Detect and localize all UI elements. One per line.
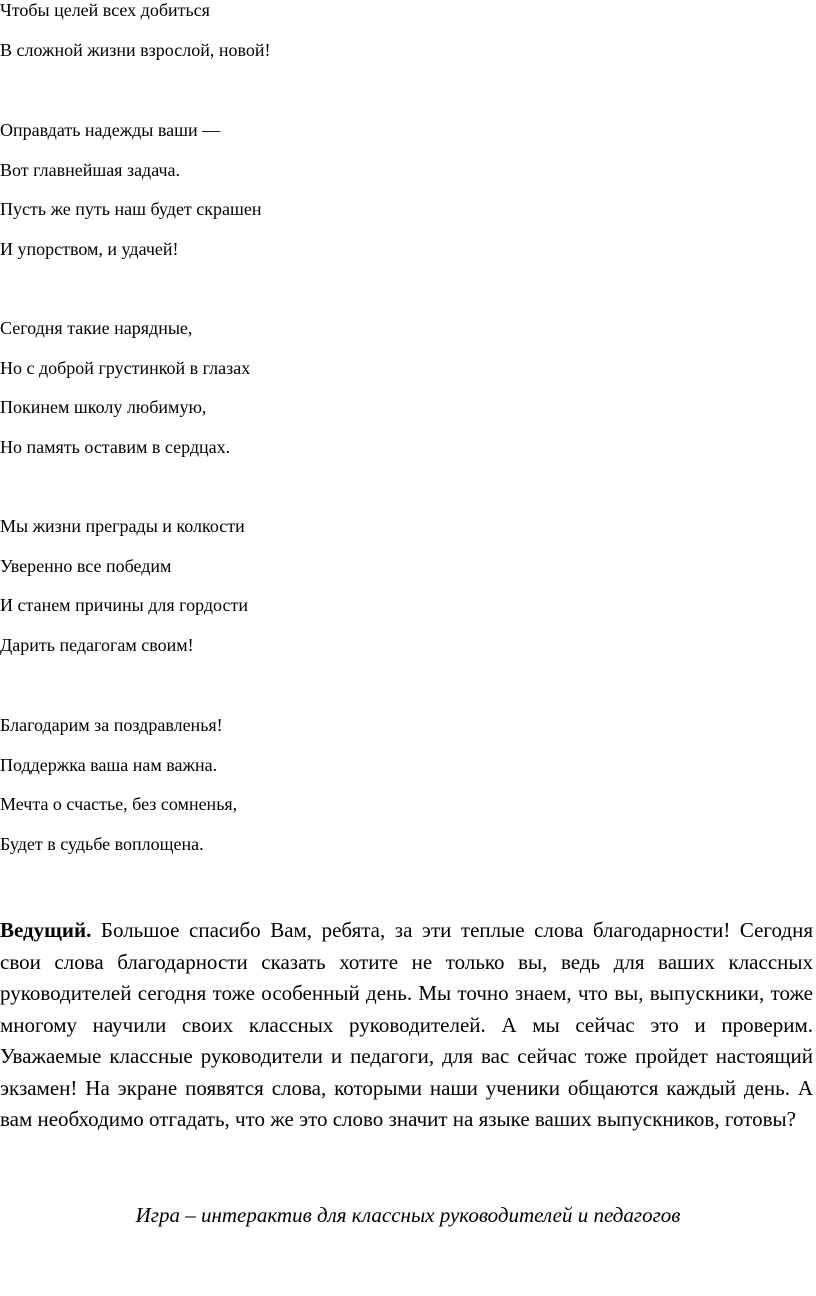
verse-line: Пусть же путь наш будет скрашен [0,199,262,219]
verse-line: Сегодня такие нарядные, [0,318,193,338]
verse-line: Вот главнейшая задача. [0,159,181,180]
verse-line: Но с доброй грустинкой в глазах [0,357,251,378]
poem-stanza-3 [0,318,800,458]
section-title: Игра – интерактив для классных руководителей и педагогов [135,1203,681,1227]
poem-stanza-4 [0,516,800,656]
verse-line: Мечта о счастье, без сомненья, [0,794,238,814]
verse-line: Мы жизни преграды и колкости [0,516,245,536]
speaker-label: Ведущий. [0,918,92,942]
verse-line: Уверенно все победим [0,555,172,576]
verse-line: Чтобы целей всех добиться [0,0,210,20]
verse-line: Поддержка ваша нам важна. [0,754,218,775]
verse-line: Покинем школу любимую, [0,397,207,417]
host-paragraph-text: Большое спасибо Вам, ребята, за эти теплые слова благодарности! Сегодня свои слова благодарности сказать хотите не только вы, ведь для ваших классных руководителей сегодня тоже особенный день. Мы точно знаем, что вы, выпускники, тоже многому научили своих классных руководителей. А мы сейчас это и проверим. Уважаемые классные руководители и педагоги, для вас сейчас тоже пройдет настоящий экзамен! На экране появятся слова, которыми наши ученики общаются каждый день. А вам необходимо отгадать, что же это слово значит на языке ваших выпускников, готовы? [0,918,813,1131]
verse-line: Дарить педагогам своим! [0,634,194,655]
verse-line: Но память оставим в сердцах. [0,436,231,457]
poem-stanza-5 [0,715,800,855]
verse-line: В сложной жизни взрослой, новой! [0,39,271,60]
verse-line: И упорством, и удачей! [0,238,179,259]
poem-stanza-1 [0,0,800,61]
host-paragraph [0,915,813,1136]
verse-line: И станем причины для гордости [0,595,248,615]
poem-stanza-2 [0,120,800,260]
verse-line: Благодарим за поздравленья! [0,715,223,735]
verse-line: Будет в судьбе воплощена. [0,833,204,854]
verse-line: Оправдать надежды ваши — [0,120,221,140]
